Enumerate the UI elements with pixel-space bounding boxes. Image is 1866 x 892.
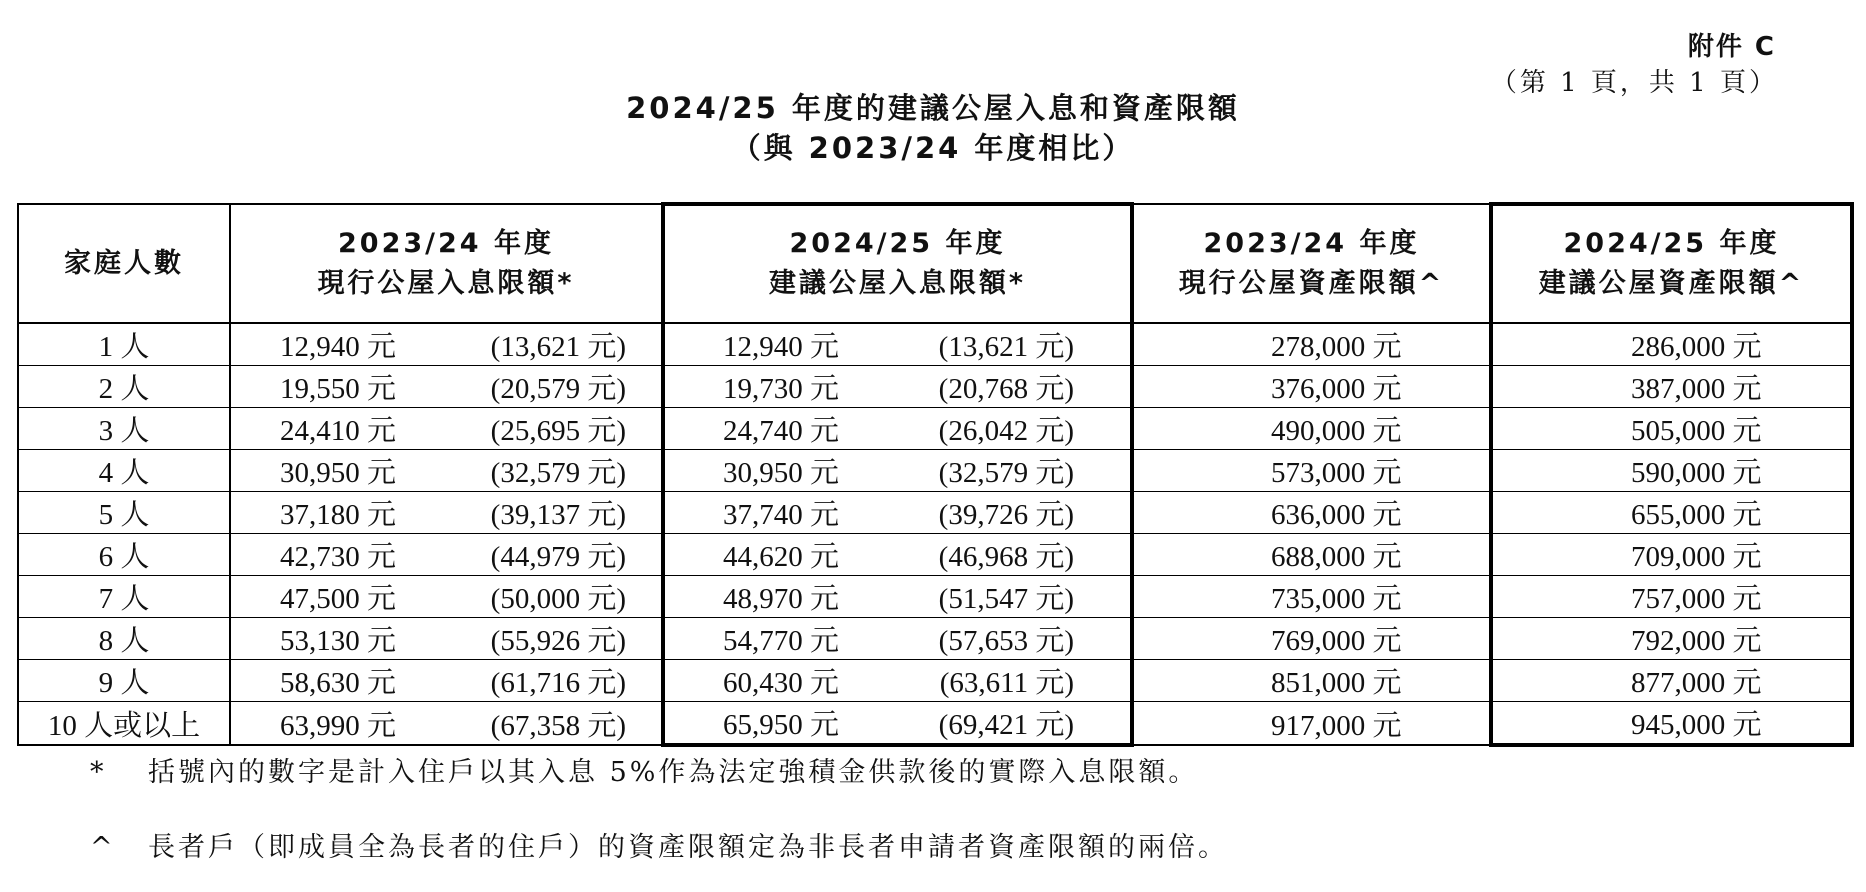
proposed-income-net-value: (69,421 元)	[938, 709, 1074, 741]
proposed-income-cell	[663, 366, 1132, 408]
current-asset-value: 376,000 元	[1271, 373, 1402, 405]
current-income-value: 58,630 元	[279, 667, 396, 699]
proposed-income-net-value: (46,968 元)	[938, 541, 1074, 573]
current-income-net-value: (67,358 元)	[490, 709, 626, 742]
current-income-value: 30,950 元	[279, 457, 396, 489]
proposed-income-cell	[663, 576, 1132, 618]
current-income-cell	[230, 366, 663, 408]
current-income-value: 24,410 元	[279, 415, 396, 447]
current-income-cell	[230, 618, 663, 660]
current-asset-value: 278,000 元	[1271, 331, 1402, 363]
proposed-income-cell	[663, 660, 1132, 702]
proposed-asset-value: 387,000 元	[1631, 373, 1762, 405]
current-asset-cell	[1132, 366, 1491, 408]
footnote-mark: ^	[90, 832, 116, 863]
proposed-asset-cell	[1491, 492, 1852, 534]
household-size-cell: 2 人	[18, 366, 230, 408]
household-size-cell: 7 人	[18, 576, 230, 618]
document-title	[0, 88, 1866, 168]
current-asset-value: 688,000 元	[1271, 541, 1402, 573]
table-row	[18, 366, 1852, 408]
proposed-income-net-value: (13,621 元)	[938, 331, 1074, 363]
current-asset-value: 636,000 元	[1271, 499, 1402, 531]
household-size-cell: 5 人	[18, 492, 230, 534]
annex-label: 附件 C	[1687, 32, 1776, 62]
proposed-income-cell	[663, 323, 1132, 366]
proposed-income-value: 65,950 元	[722, 709, 839, 741]
footnote-text: 長者戶（即成員全為長者的住戶）的資產限額定為非長者申請者資產限額的兩倍。	[148, 832, 1228, 863]
proposed-asset-cell	[1491, 618, 1852, 660]
proposed-income-value: 54,770 元	[722, 625, 839, 657]
current-income-value: 63,990 元	[279, 709, 396, 742]
proposed-income-value: 19,730 元	[722, 373, 839, 405]
footnote-caret	[90, 825, 1228, 864]
proposed-income-net-value: (57,653 元)	[938, 625, 1074, 657]
table-row	[18, 323, 1852, 366]
proposed-income-value: 12,940 元	[722, 331, 839, 363]
current-income-value: 12,940 元	[279, 331, 396, 363]
page-number-note: （第 1 頁，共 1 頁）	[1490, 68, 1778, 98]
title-line-2: （與 2023/24 年度相比）	[731, 131, 1135, 165]
current-asset-cell	[1132, 323, 1491, 366]
current-asset-value: 917,000 元	[1271, 709, 1402, 742]
household-size-cell: 6 人	[18, 534, 230, 576]
title-line-1: 2024/25 年度的建議公屋入息和資產限額	[626, 91, 1240, 125]
proposed-income-cell	[663, 492, 1132, 534]
proposed-asset-cell	[1491, 702, 1852, 746]
proposed-income-net-value: (20,768 元)	[938, 373, 1074, 405]
table-row	[18, 408, 1852, 450]
proposed-asset-cell	[1491, 576, 1852, 618]
proposed-asset-cell	[1491, 534, 1852, 576]
proposed-asset-cell	[1491, 660, 1852, 702]
footnote-text: 括號內的數字是計入住戶以其入息 5%作為法定強積金供款後的實際入息限額。	[148, 757, 1199, 788]
proposed-asset-cell	[1491, 366, 1852, 408]
household-size-cell: 10 人或以上	[18, 702, 230, 746]
current-asset-value: 851,000 元	[1271, 667, 1402, 699]
table-row	[18, 492, 1852, 534]
table-row	[18, 660, 1852, 702]
current-income-net-value: (25,695 元)	[490, 415, 626, 447]
table-row	[18, 702, 1852, 746]
current-income-value: 42,730 元	[279, 541, 396, 573]
current-income-net-value: (13,621 元)	[490, 331, 626, 363]
table-header-row	[18, 204, 1852, 323]
current-income-cell	[230, 660, 663, 702]
limits-table	[17, 202, 1854, 747]
household-size-cell: 1 人	[18, 323, 230, 366]
household-size-cell: 9 人	[18, 660, 230, 702]
current-income-net-value: (55,926 元)	[490, 625, 626, 657]
current-income-net-value: (20,579 元)	[490, 373, 626, 405]
proposed-income-cell	[663, 702, 1132, 746]
proposed-income-value: 30,950 元	[722, 457, 839, 489]
proposed-asset-cell	[1491, 408, 1852, 450]
proposed-income-cell	[663, 450, 1132, 492]
header-current-income-limit: 2023/24 年度 現行公屋入息限額*	[230, 204, 663, 323]
proposed-asset-value: 877,000 元	[1631, 667, 1762, 699]
current-income-net-value: (44,979 元)	[490, 541, 626, 573]
current-income-net-value: (32,579 元)	[490, 457, 626, 489]
proposed-income-value: 24,740 元	[722, 415, 839, 447]
footnote-mark: *	[90, 757, 107, 788]
current-income-cell	[230, 408, 663, 450]
current-income-cell	[230, 534, 663, 576]
proposed-asset-value: 655,000 元	[1631, 499, 1762, 531]
current-income-net-value: (39,137 元)	[490, 499, 626, 531]
proposed-asset-value: 590,000 元	[1631, 457, 1762, 489]
current-asset-value: 735,000 元	[1271, 583, 1402, 615]
footnote-asterisk	[90, 750, 1198, 789]
proposed-income-value: 37,740 元	[722, 499, 839, 531]
current-income-net-value: (50,000 元)	[490, 583, 626, 615]
household-size-cell: 3 人	[18, 408, 230, 450]
proposed-asset-value: 945,000 元	[1631, 709, 1762, 741]
current-income-cell	[230, 323, 663, 366]
table-row	[18, 618, 1852, 660]
current-asset-value: 769,000 元	[1271, 625, 1402, 657]
header-current-asset-limit: 2023/24 年度 現行公屋資產限額^	[1132, 204, 1491, 323]
proposed-income-net-value: (39,726 元)	[938, 499, 1074, 531]
current-asset-cell	[1132, 660, 1491, 702]
proposed-income-net-value: (51,547 元)	[938, 583, 1074, 615]
current-income-value: 37,180 元	[279, 499, 396, 531]
table-row	[18, 576, 1852, 618]
header-household-size: 家庭人數	[18, 204, 230, 323]
proposed-income-value: 44,620 元	[722, 541, 839, 573]
current-asset-cell	[1132, 618, 1491, 660]
proposed-income-cell	[663, 618, 1132, 660]
current-income-value: 47,500 元	[279, 583, 396, 615]
current-asset-value: 573,000 元	[1271, 457, 1402, 489]
proposed-income-net-value: (32,579 元)	[938, 457, 1074, 489]
proposed-income-net-value: (26,042 元)	[938, 415, 1074, 447]
household-size-cell: 4 人	[18, 450, 230, 492]
proposed-asset-value: 286,000 元	[1631, 331, 1762, 363]
proposed-income-net-value: (63,611 元)	[939, 667, 1074, 699]
current-income-value: 53,130 元	[279, 625, 396, 657]
header-proposed-income-limit: 2024/25 年度 建議公屋入息限額*	[663, 204, 1132, 323]
proposed-asset-value: 709,000 元	[1631, 541, 1762, 573]
current-income-cell	[230, 450, 663, 492]
proposed-asset-cell	[1491, 450, 1852, 492]
current-asset-cell	[1132, 408, 1491, 450]
proposed-income-cell	[663, 534, 1132, 576]
header-proposed-asset-limit: 2024/25 年度 建議公屋資產限額^	[1491, 204, 1852, 323]
current-income-cell	[230, 492, 663, 534]
proposed-asset-cell	[1491, 323, 1852, 366]
current-income-value: 19,550 元	[279, 373, 396, 405]
proposed-asset-value: 505,000 元	[1631, 415, 1762, 447]
current-income-net-value: (61,716 元)	[490, 667, 626, 699]
current-income-cell	[230, 576, 663, 618]
table-row	[18, 450, 1852, 492]
proposed-income-value: 60,430 元	[722, 667, 839, 699]
household-size-cell: 8 人	[18, 618, 230, 660]
proposed-income-value: 48,970 元	[722, 583, 839, 615]
current-asset-cell	[1132, 702, 1491, 746]
current-asset-value: 490,000 元	[1271, 415, 1402, 447]
proposed-asset-value: 792,000 元	[1631, 625, 1762, 657]
table-row	[18, 534, 1852, 576]
proposed-asset-value: 757,000 元	[1631, 583, 1762, 615]
current-income-cell	[230, 702, 663, 746]
current-asset-cell	[1132, 492, 1491, 534]
current-asset-cell	[1132, 534, 1491, 576]
current-asset-cell	[1132, 450, 1491, 492]
current-asset-cell	[1132, 576, 1491, 618]
proposed-income-cell	[663, 408, 1132, 450]
